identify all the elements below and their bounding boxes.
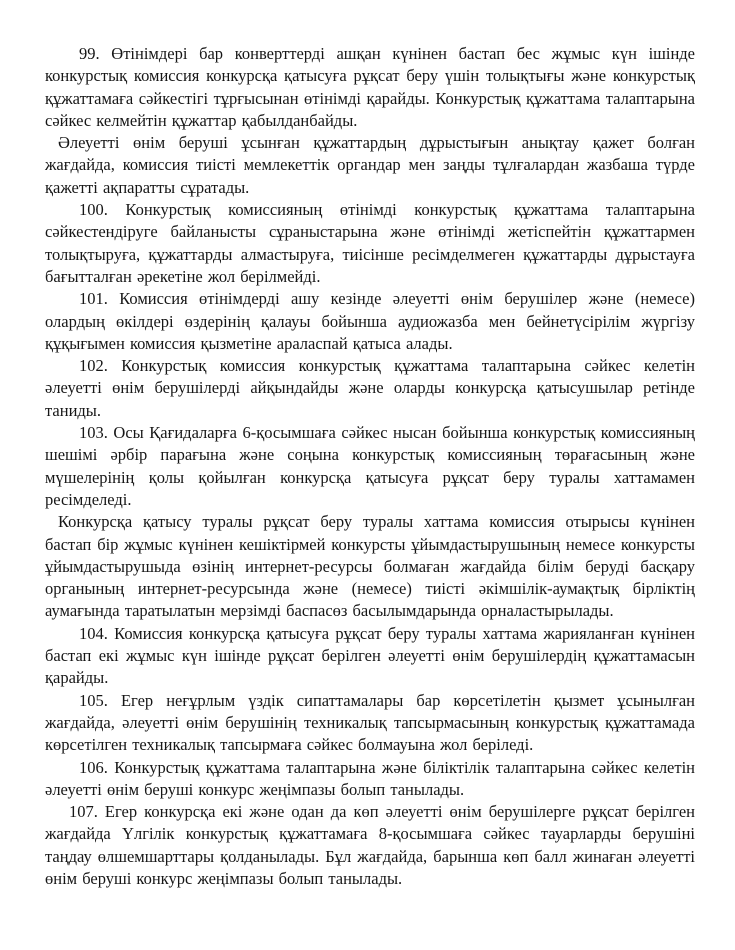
paragraph-106: 106. Конкурстық құжаттама талаптарына және біліктілік талаптарына сәйкес келетін әлеуетті өнім беруші конкурс жеңімпазы болып танылады. — [45, 757, 695, 799]
paragraph-100: 100. Конкурстық комиссияның өтінімді конкурстық құжаттама талаптарына сәйкестендіруге байланысты сұраныстарына және өтінімді жетіспейтін құжаттармен толықтыруға, құжаттарды алмастыруға, тиісінше ресімделмеген құжаттарды дұрыстауға бағытталған әрекетіне жол берілмейді. — [45, 200, 695, 286]
document-text-block — [45, 43, 695, 890]
paragraph-99-note: Әлеуетті өнім беруші ұсынған құжаттардың дұрыстығын анықтау қажет болған жағдайда, комиссия тиісті мемлекеттік органдар мен заңды тұлғалардан жазбаша түрде қажетті ақпаратты сұратады. — [45, 133, 695, 197]
paragraph-101: 101. Комиссия өтінімдерді ашу кезінде әлеуетті өнім берушілер және (немесе) олардың өкілдері өздерінің қалауы бойынша аудиожазба мен бейнетүсірілім жүргізу құқығымен комиссия қызметіне араласпай қатыса алады. — [45, 289, 695, 353]
paragraph-105: 105. Егер неғұрлым үздік сипаттамалары бар көрсетілетін қызмет ұсынылған жағдайда, әлеуетті өнім берушінің техникалық тапсырмасының конкурстық құжаттамада көрсетілген техникалық тапсырмаға сәйкес болмауына жол беріледі. — [45, 690, 695, 755]
paragraph-107: 107. Егер конкурсқа екі және одан да көп әлеуетті өнім берушілерге рұқсат берілген жағдайда Үлгілік конкурстық құжаттамаға 8-қосымшаға сәйкес тауарларды берушіні таңдау өлшемшарттары қолданылады. Бұл жағдайда, барынша көп балл жинаған әлеуетті өнім беруші конкурс жеңімпазы болып танылады. — [45, 802, 695, 888]
paragraph-99: 99. Өтінімдері бар конверттерді ашқан күнінен бастап бес жұмыс күн ішінде конкурстық комиссия конкурсқа қатысуға рұқсат беру үшін толықтығы және конкурстық құжаттамаға сәйкестігі тұрғысынан өтінімді қарайды. Конкурстық құжаттама талаптарына сәйкес келмейтін құжаттар қабылданбайды. — [45, 44, 695, 130]
paragraph-102: 102. Конкурстық комиссия конкурстық құжаттама талаптарына сәйкес келетін әлеуетті өнім берушілерді айқындайды және оларды конкурсқа қатысушылар ретінде таниды. — [45, 356, 695, 420]
paragraph-103-note: Конкурсқа қатысу туралы рұқсат беру туралы хаттама комиссия отырысы күнінен бастап бір жұмыс күнінен кешіктірмей конкурсты ұйымдастырушының немесе конкурсты ұйымдастырушыда өзінің интернет-ресурсы болмаған жағдайда білім беруді басқару органының интернет-ресурсында және (немесе) тиісті әкімшілік-аумақтық бірліктің аумағында таратылатын мерзімді баспасөз басылымдарында орналастырылады. — [45, 512, 695, 621]
paragraph-103: 103. Осы Қағидаларға 6-қосымшаға сәйкес нысан бойынша конкурстық комиссияның шешімі әрбір парағына және соңына конкурстық комиссияның төрағасының және мүшелерінің қолы қойылған конкурсқа қатысуға рұқсат беру туралы хаттамамен ресімделеді. — [45, 423, 695, 509]
paragraph-104: 104. Комиссия конкурсқа қатысуға рұқсат беру туралы хаттама жарияланған күнінен бастап екі жұмыс күн ішінде рұқсат берілген әлеуетті өнім берушілердің құжаттамасын қарайды. — [45, 623, 695, 688]
